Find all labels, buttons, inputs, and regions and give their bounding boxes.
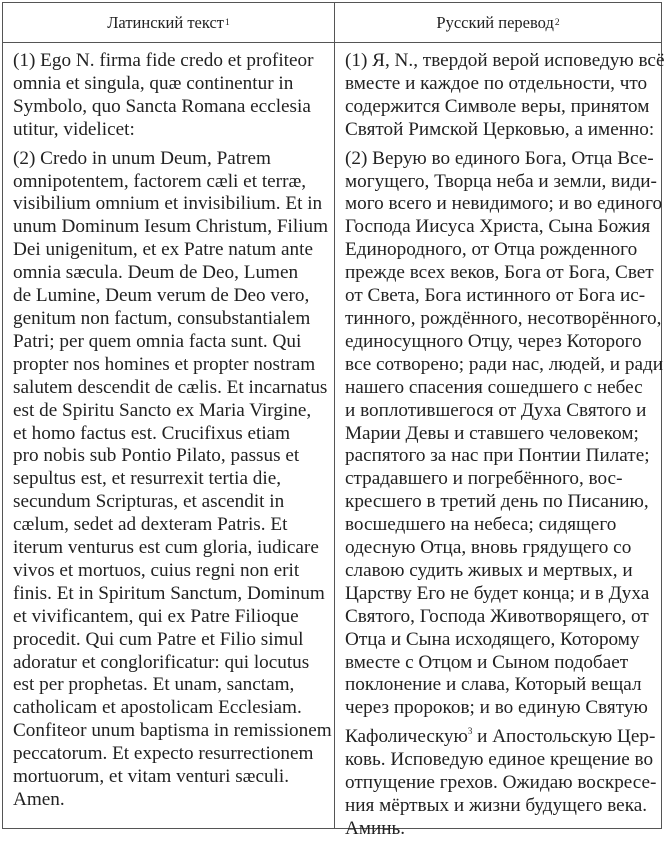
text-line <box>345 720 664 749</box>
text-line: et vivificantem, qui ex Patre Filioque <box>13 605 299 627</box>
text-line: adoratur et conglorificatur: qui locutus <box>13 651 310 673</box>
text-line: от Света, Бога истинного от Бога ис- <box>345 285 646 307</box>
text-line: одесную Отца, вновь грядущего со <box>345 537 632 559</box>
text-line: (2) Credo in unum Deum, Patrem <box>13 147 271 169</box>
text-line: распятого за нас при Понтии Пилате; <box>345 445 650 467</box>
russian-paragraph-1 <box>345 50 664 142</box>
text-line: est de Spiritu Sancto ex Maria Virgine, <box>13 399 312 421</box>
creed-table <box>2 2 665 839</box>
text-line: pro nobis sub Pontio Pilato, passus et <box>13 445 300 467</box>
text-line: finis. Et in Spiritum Sanctum, Dominum <box>13 582 325 604</box>
text-line: Единородного, от Отца рожденного <box>345 239 638 261</box>
text-line: visibilium omnium et invisibilium. Et in <box>13 193 323 215</box>
text-line: через пророков; и во единую Святую <box>345 697 648 719</box>
header-russian-label: Русский перевод <box>436 12 554 32</box>
latin-paragraph-2 <box>13 147 332 812</box>
text-line: cælum, sedet ad dexteram Patris. Et <box>13 514 288 536</box>
text-line: unum Dominum Iesum Christum, Filium <box>13 216 329 238</box>
text-line: содержится Символе веры, принятом <box>345 95 650 117</box>
text-line: genitum non factum, consubstantialem <box>13 307 311 329</box>
table-body-row <box>3 43 665 839</box>
text-line: и воплотившегося от Духа Святого и <box>345 399 647 421</box>
text-line: omnia et singula, quæ continentur in <box>13 72 294 94</box>
text-line: Dei unigenitum, et ex Patre natum ante <box>13 239 313 261</box>
text-line: тинного, рождённого, несотворённого, <box>345 307 662 329</box>
text-line: нашего спасения сошедшего с небес <box>345 376 643 398</box>
text-line: поклонение и слава, Который вещал <box>345 674 642 696</box>
russian-paragraph-2 <box>345 148 664 841</box>
text-line: ния мёртвых и жизни будущего века. <box>345 795 648 816</box>
text-line: (1) Ego N. firma fide credo et profiteor <box>13 50 314 71</box>
text-line: Марии Девы и ставшего человеком; <box>345 422 639 444</box>
text-line: Господа Иисуса Христа, Сына Божия <box>345 216 651 238</box>
text-line: Отца и Сына исходящего, Которому <box>345 628 640 650</box>
text-line: sepultus est, et resurrexit tertia die, <box>13 468 282 490</box>
footnote-ref-1[interactable]: 1 <box>225 17 230 28</box>
text-line: peccatorum. Et expecto resurrectionem <box>13 743 314 765</box>
text-line: страдавшего и погребённого, вос- <box>345 468 623 490</box>
text-line: Confiteor unum baptisma in remissionem <box>13 720 332 742</box>
latin-text-cell <box>3 43 335 828</box>
text-line: vivos et mortuos, cuius regni non erit <box>13 559 300 581</box>
footnote-ref-3[interactable]: 3 <box>467 726 473 737</box>
text-line: secundum Scripturas, et ascendit in <box>13 491 285 513</box>
text-line: вместе с Отцом и Сыном подобает <box>345 651 629 673</box>
text-line: восшедшего на небеса; сидящего <box>345 514 617 536</box>
text-line: Царству Его не будет конца; и в Духа <box>345 582 650 604</box>
header-russian <box>335 3 661 42</box>
text-line: все сотворено; ради нас, людей, и ради <box>345 353 663 375</box>
text-line: единосущного Отцу, через Которого <box>345 330 642 352</box>
text-line: propter nos homines et propter nostram <box>13 353 316 375</box>
header-latin-label: Латинский текст <box>107 12 224 32</box>
text-line: кресшего в третий день по Писанию, <box>345 491 649 513</box>
text-line: вместе и каждое по отдельности, что <box>345 72 648 94</box>
text-line: мого всего и невидимого; и во единого <box>345 193 663 215</box>
text-line: catholicam et apostolicam Ecclesiam. <box>13 697 302 719</box>
latin-paragraph-1 <box>13 50 325 142</box>
text-line: iterum venturus est cum gloria, iudicare <box>13 537 319 559</box>
text-line: славою судить живых и мертвых, и <box>345 559 633 581</box>
text-line: (2) Верую во единого Бога, Отца Все- <box>345 147 654 169</box>
header-latin <box>3 3 335 42</box>
text-line: Святого, Господа Животворящего, от <box>345 605 649 627</box>
text-line: Amen. <box>13 789 65 810</box>
text-line: utitur, videlicet: <box>13 118 135 140</box>
table-header-row <box>3 3 661 43</box>
text-line: mortuorum, et vitam venturi sæculi. <box>13 766 290 788</box>
text-line: ковь. Исповедую единое крещение во <box>345 749 654 771</box>
text-line: omnia sæcula. Deum de Deo, Lumen <box>13 262 299 284</box>
text-line: отпущение грехов. Ожидаю воскресе- <box>345 772 657 794</box>
text-line: procedit. Qui cum Patre et Filio simul <box>13 628 304 650</box>
text-line: могущего, Творца неба и земли, види- <box>345 170 657 192</box>
text-line: Patri; per quem omnia facta sunt. Qui <box>13 330 302 352</box>
text-fragment: Кафолическую <box>345 726 468 748</box>
footnote-ref-2[interactable]: 2 <box>554 17 560 28</box>
text-line: omnipotentem, factorem cæli et terræ, <box>13 170 307 192</box>
text-line: Святой Римской Церковью, а именно: <box>345 118 655 140</box>
text-line: (1) Я, N., твердой верой исповедую всё <box>345 50 665 71</box>
text-line: et homo factus est. Crucifixus etiam <box>13 422 291 444</box>
text-line: Symbolo, quo Sancta Romana ecclesia <box>13 95 311 117</box>
text-fragment: и Апостольскую Цер- <box>472 726 656 748</box>
text-line: прежде всех веков, Бога от Бога, Свет <box>345 262 654 284</box>
text-line: salutem descendit de cælis. Et incarnatus <box>13 376 328 398</box>
text-line: de Lumine, Deum verum de Deo vero, <box>13 285 310 307</box>
text-line: Аминь. <box>345 817 406 839</box>
russian-text-cell <box>335 43 665 839</box>
text-line: est per prophetas. Et unam, sanctam, <box>13 674 295 696</box>
